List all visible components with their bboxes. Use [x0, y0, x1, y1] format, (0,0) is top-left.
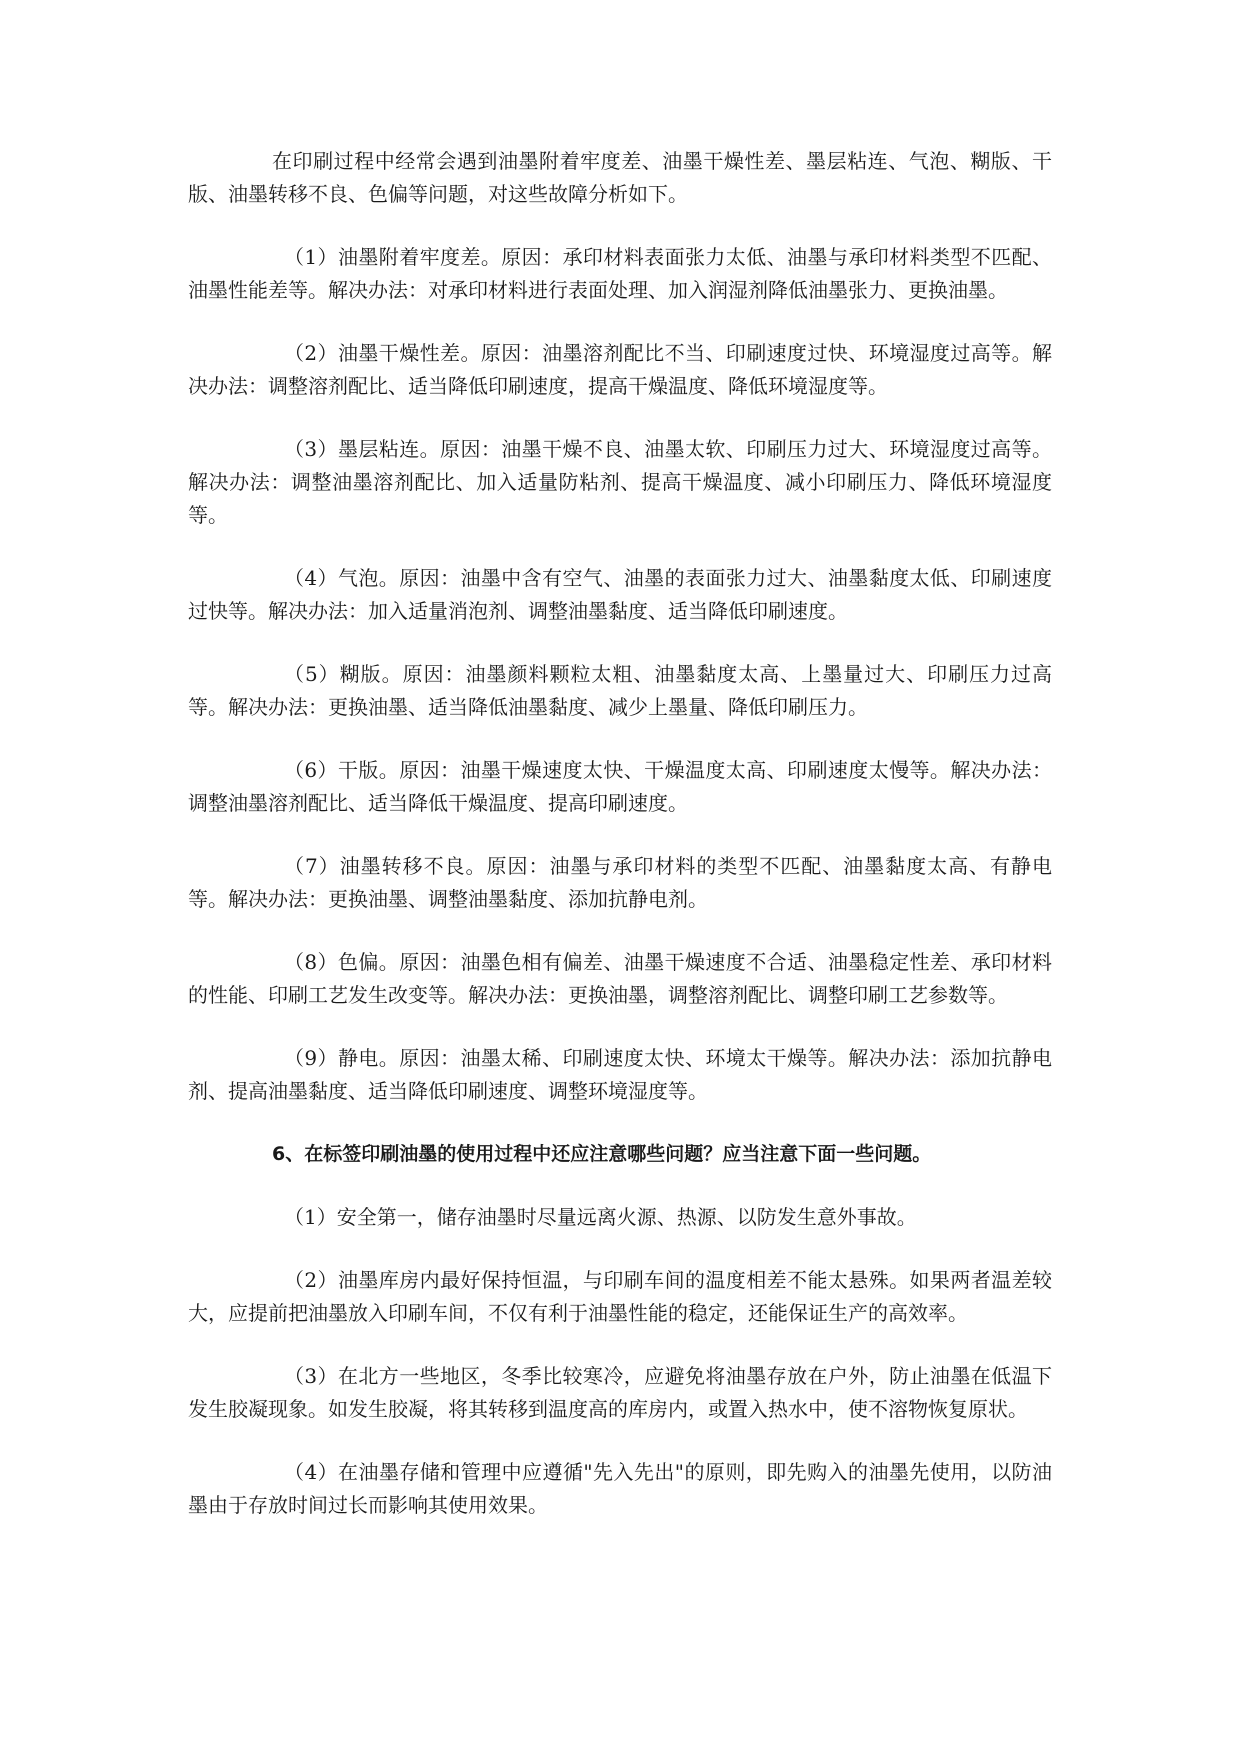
- note-item-4: （4）在油墨存储和管理中应遵循"先入先出"的原则，即先购入的油墨先使用，以防油墨由于存放时间过长而影响其使用效果。: [188, 1460, 1052, 1517]
- note-item-2: （2）油墨库房内最好保持恒温，与印刷车间的温度相差不能太悬殊。如果两者温差较大，应提前把油墨放入印刷车间，不仅有利于油墨性能的稳定，还能保证生产的高效率。: [188, 1268, 1052, 1325]
- fault-item-3: （3）墨层粘连。原因：油墨干燥不良、油墨太软、印刷压力过大、环境湿度过高等。解决办法：调整油墨溶剂配比、加入适量防粘剂、提高干燥温度、减小印刷压力、降低环境湿度等。: [188, 437, 1052, 527]
- section-heading: 6、在标签印刷油墨的使用过程中还应注意哪些问题？应当注意下面一些问题。: [272, 1143, 932, 1165]
- fault-item-2: （2）油墨干燥性差。原因：油墨溶剂配比不当、印刷速度过快、环境湿度过高等。解决办法：调整溶剂配比、适当降低印刷速度，提高干燥温度、降低环境湿度等。: [188, 341, 1052, 398]
- fault-item-6: （6）干版。原因：油墨干燥速度太快、干燥温度太高、印刷速度太慢等。解决办法：调整油墨溶剂配比、适当降低干燥温度、提高印刷速度。: [188, 758, 1052, 815]
- document-body: [188, 145, 1052, 1552]
- fault-item-9: （9）静电。原因：油墨太稀、印刷速度太快、环境太干燥等。解决办法：添加抗静电剂、提高油墨黏度、适当降低印刷速度、调整环境湿度等。: [188, 1046, 1052, 1103]
- note-item-3: （3）在北方一些地区，冬季比较寒冷，应避免将油墨存放在户外，防止油墨在低温下发生胶凝现象。如发生胶凝，将其转移到温度高的库房内，或置入热水中，使不溶物恢复原状。: [188, 1364, 1052, 1421]
- fault-item-1: （1）油墨附着牢度差。原因：承印材料表面张力太低、油墨与承印材料类型不匹配、油墨性能差等。解决办法：对承印材料进行表面处理、加入润湿剂降低油墨张力、更换油墨。: [188, 245, 1052, 302]
- fault-item-8: （8）色偏。原因：油墨色相有偏差、油墨干燥速度不合适、油墨稳定性差、承印材料的性能、印刷工艺发生改变等。解决办法：更换油墨，调整溶剂配比、调整印刷工艺参数等。: [188, 950, 1052, 1007]
- fault-item-7: （7）油墨转移不良。原因：油墨与承印材料的类型不匹配、油墨黏度太高、有静电等。解决办法：更换油墨、调整油墨黏度、添加抗静电剂。: [188, 854, 1052, 911]
- intro-paragraph: 在印刷过程中经常会遇到油墨附着牢度差、油墨干燥性差、墨层粘连、气泡、糊版、干版、油墨转移不良、色偏等问题，对这些故障分析如下。: [188, 149, 1052, 206]
- fault-item-4: （4）气泡。原因：油墨中含有空气、油墨的表面张力过大、油墨黏度太低、印刷速度过快等。解决办法：加入适量消泡剂、调整油墨黏度、适当降低印刷速度。: [188, 566, 1052, 623]
- note-item-1: （1）安全第一，储存油墨时尽量远离火源、热源、以防发生意外事故。: [284, 1205, 917, 1229]
- fault-item-5: （5）糊版。原因：油墨颜料颗粒太粗、油墨黏度太高、上墨量过大、印刷压力过高等。解决办法：更换油墨、适当降低油墨黏度、减少上墨量、降低印刷压力。: [188, 662, 1052, 719]
